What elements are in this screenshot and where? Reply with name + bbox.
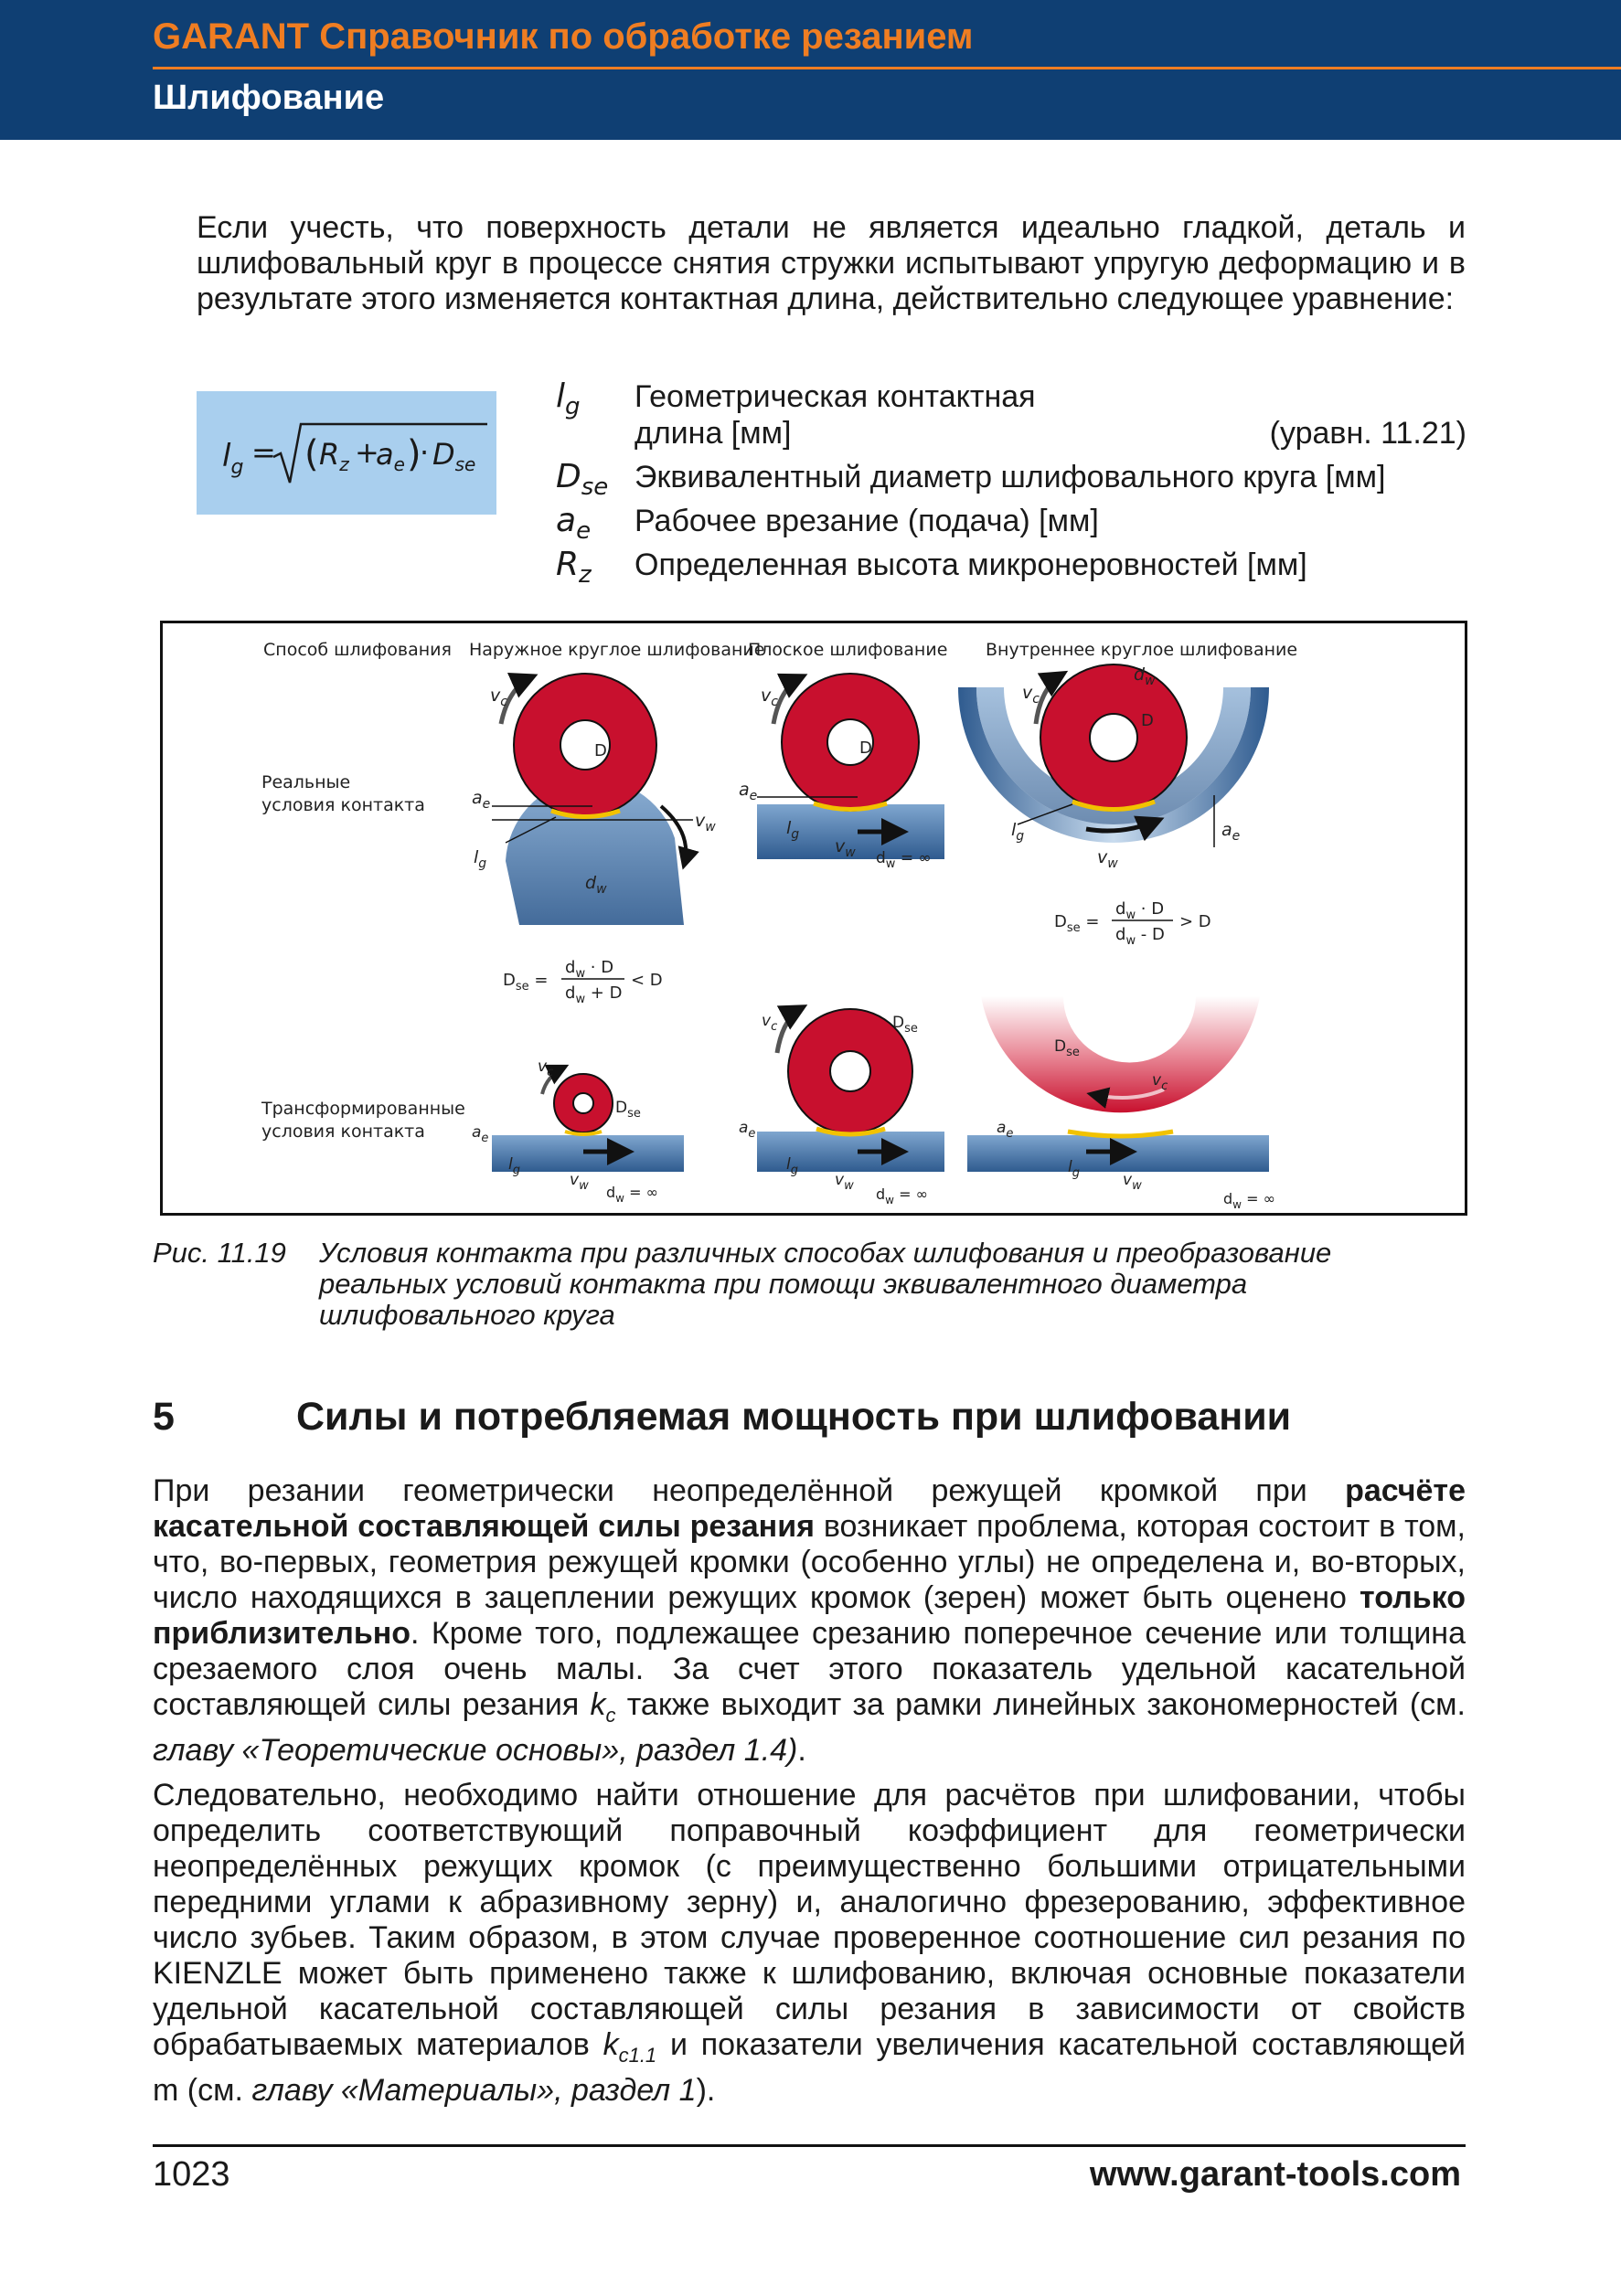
legend-symbol: $D_{se}$ bbox=[556, 458, 609, 502]
label-dse: $D_{se}$ bbox=[1054, 1037, 1080, 1059]
contact-zone bbox=[1068, 1132, 1173, 1136]
header-title: GARANT Справочник по обработке резанием bbox=[153, 16, 974, 57]
external-trans-diagram bbox=[492, 1067, 684, 1172]
label-vw: $v_w$ bbox=[570, 1171, 589, 1193]
internal-trans-diagram bbox=[967, 996, 1269, 1172]
intro-paragraph: Если учесть, что поверхность детали не является идеально гладкой, деталь и шлифовальный круг в процессе снятия стружки испытывают упругую деформацию и в результате этого изменяется контактная длина, действительно следующее уравнение: bbox=[197, 210, 1466, 316]
wheel-bore bbox=[573, 1093, 593, 1113]
label-dw-inf: $d_w$ = ∞ bbox=[1223, 1190, 1275, 1211]
col-header-method: Способ шлифования bbox=[263, 640, 452, 660]
label-dw-inf: $d_w$ = ∞ bbox=[876, 1185, 928, 1206]
label-lg: $l_g$ bbox=[474, 847, 487, 871]
figure-contact-conditions bbox=[160, 621, 1467, 1216]
label-dw-inf: $d_w$ = ∞ bbox=[606, 1184, 658, 1205]
formula-box bbox=[197, 391, 496, 515]
label-lg: $l_g$ bbox=[786, 818, 800, 842]
col-header-surface: Плоское шлифование bbox=[748, 640, 948, 660]
formula-ae: $a_e$ bbox=[376, 437, 405, 475]
header-divider bbox=[153, 67, 1621, 69]
paragraph-2: Следовательно, необходимо найти отношение для расчётов при шлифовании, чтобы определить соответствующий поправочный коэффициент для геометрически неопределённых режущих кромок (с преимущественно большими отрицательными передними углами к абразивному зерну) и, аналогично фрезерованию, эффективное число зубьев. Таким образом, в этом случае проверенное соотношение сил резания по KIENZLE может быть применено также к шлифованию, включая основные показатели удельной касательной составляющей силы резания в зависимости от свойств обрабатываемых материалов $k_{c1.1}$ и показатели увеличения касательной составляющей m (см. главу «Материалы», раздел 1). bbox=[153, 1777, 1466, 2108]
page-header bbox=[0, 0, 1621, 140]
legend-row bbox=[556, 547, 1466, 590]
legend-row bbox=[556, 378, 1466, 459]
label-vw: $v_w$ bbox=[1123, 1171, 1142, 1193]
section-number: 5 bbox=[153, 1395, 175, 1439]
row-label-real-1: Реальные bbox=[261, 772, 351, 792]
legend-text: Определенная высота микронеровностей [мм] bbox=[635, 547, 1307, 582]
label-vc: $v_c$ bbox=[490, 686, 507, 709]
label-ae: $a_e$ bbox=[739, 1119, 756, 1141]
formula-dse: $D_{se}$ bbox=[432, 437, 476, 475]
label-vc: $v_c$ bbox=[762, 1012, 778, 1034]
label-vc: $v_c$ bbox=[761, 686, 778, 709]
col-header-internal: Внутреннее круглое шлифование bbox=[986, 640, 1298, 660]
svg-text:dw + D: $d_w + D$ bbox=[565, 983, 623, 1006]
body-text bbox=[153, 1473, 1466, 2118]
label-vw: $v_w$ bbox=[1097, 847, 1118, 871]
legend-text: Рабочее врезание (подача) [мм] bbox=[635, 504, 1099, 538]
row-label-real-2: условия контакта bbox=[261, 795, 425, 815]
svg-text:dw · D: $d_w \cdot D$ bbox=[565, 958, 614, 981]
label-vw: $v_w$ bbox=[835, 836, 856, 860]
website-link[interactable]: www.garant-tools.com bbox=[1089, 2155, 1461, 2194]
wheel-bore bbox=[1090, 714, 1137, 761]
legend-symbol: $a_e$ bbox=[556, 502, 592, 546]
grinding-wheel-large bbox=[981, 996, 1260, 1112]
label-ae: $a_e$ bbox=[1221, 820, 1241, 844]
page-number: 1023 bbox=[153, 2155, 230, 2194]
legend-symbol: $R_z$ bbox=[556, 546, 592, 590]
formula-rz: $R_z$ bbox=[319, 437, 349, 475]
header-subtitle: Шлифование bbox=[153, 79, 385, 117]
label-vc: $v_c$ bbox=[1022, 683, 1040, 707]
label-ae: $a_e$ bbox=[472, 1123, 489, 1145]
figure-svg bbox=[163, 623, 1465, 1213]
label-ae: $a_e$ bbox=[739, 780, 758, 803]
paragraph-1: При резании геометрически неопределённой режущей кромкой при расчёте касательной составляющей силы резания возникает проблема, которая состоит в том, что, во-первых, геометрия режущей кромки (особенно углы) не определена и, во-вторых, число находящихся в зацеплении режущих кромок (зерен) может быть оценено только приблизительно. Кроме того, подлежащее срезанию поперечное сечение или толщина срезаемого слоя очень малы. За счет этого показатель удельной касательной составляющей силы резания $k_c$ также выходит за рамки линейных закономерностей (см. главу «Теоретические основы», раздел 1.4). bbox=[153, 1473, 1466, 1768]
svg-text:dw · D: $d_w \cdot D$ bbox=[1115, 899, 1165, 922]
workpiece-shape bbox=[757, 1132, 944, 1172]
label-lg: $l_g$ bbox=[1068, 1158, 1080, 1180]
formula-legend bbox=[556, 378, 1466, 590]
svg-text:Dse =: $D_{se}$ = bbox=[503, 971, 549, 994]
formula-plus: + bbox=[355, 435, 379, 470]
formula-lhs: $l_g$ bbox=[222, 438, 244, 479]
label-dw: $d_w$ bbox=[585, 873, 607, 897]
row-label-trans-1: Трансформированные bbox=[261, 1099, 465, 1119]
legend-text: Геометрическая контактная длина [мм] bbox=[635, 379, 1036, 451]
label-D: D bbox=[1141, 711, 1154, 730]
formula-equals: = bbox=[251, 435, 276, 470]
formula-dot: · bbox=[420, 435, 430, 470]
section-title: Силы и потребляемая мощность при шлифовании bbox=[296, 1395, 1292, 1439]
label-vw: $v_w$ bbox=[835, 1171, 854, 1193]
svg-text:< D: < D bbox=[631, 971, 663, 990]
formula-dse-external bbox=[503, 958, 663, 1006]
equation-number: (уравн. 11.21) bbox=[1269, 416, 1466, 451]
footer-divider bbox=[153, 2144, 1466, 2147]
legend-row bbox=[556, 459, 1466, 503]
label-ae: $a_e$ bbox=[997, 1119, 1014, 1141]
label-vc: $v_c$ bbox=[538, 1058, 554, 1079]
formula-svg bbox=[197, 391, 496, 515]
label-D: D bbox=[594, 741, 607, 760]
svg-text:> D: > D bbox=[1179, 912, 1211, 931]
paren-right: ) bbox=[407, 433, 421, 475]
col-header-external: Наружное круглое шлифование bbox=[469, 640, 765, 660]
legend-text: Эквивалентный диаметр шлифовального круга [мм] bbox=[635, 460, 1386, 494]
label-lg: $l_g$ bbox=[786, 1155, 798, 1177]
svg-text:Dse =: $D_{se}$ = bbox=[1054, 912, 1100, 935]
label-lg: $l_g$ bbox=[508, 1155, 520, 1177]
label-dw: $d_w$ bbox=[1134, 664, 1156, 688]
label-lg: $l_g$ bbox=[1011, 820, 1025, 844]
formula-dse-internal bbox=[1054, 899, 1211, 948]
legend-symbol: $l_g$ bbox=[556, 377, 581, 421]
label-ae: $a_e$ bbox=[472, 788, 491, 812]
svg-text:dw - D: $d_w$ - D bbox=[1115, 925, 1165, 948]
surface-real-diagram bbox=[757, 674, 944, 859]
label-dw-inf: $d_w$ = ∞ bbox=[876, 849, 932, 871]
wheel-bore bbox=[830, 1051, 870, 1091]
label-vc: $v_c$ bbox=[1152, 1071, 1168, 1093]
label-vw: $v_w$ bbox=[695, 811, 716, 834]
paren-left: ( bbox=[304, 433, 319, 475]
legend-row bbox=[556, 503, 1466, 547]
caption-text: Условия контакта при различных способах шлифования и преобразование реальных условий контакта при помощи эквивалентного диаметра шлифовального круга bbox=[319, 1237, 1332, 1331]
label-dse: $D_{se}$ bbox=[892, 1014, 918, 1036]
label-D: D bbox=[859, 739, 872, 758]
caption-number: Рис. 11.19 bbox=[153, 1237, 286, 1269]
label-dse: $D_{se}$ bbox=[615, 1099, 641, 1121]
row-label-trans-2: условия контакта bbox=[261, 1121, 425, 1142]
